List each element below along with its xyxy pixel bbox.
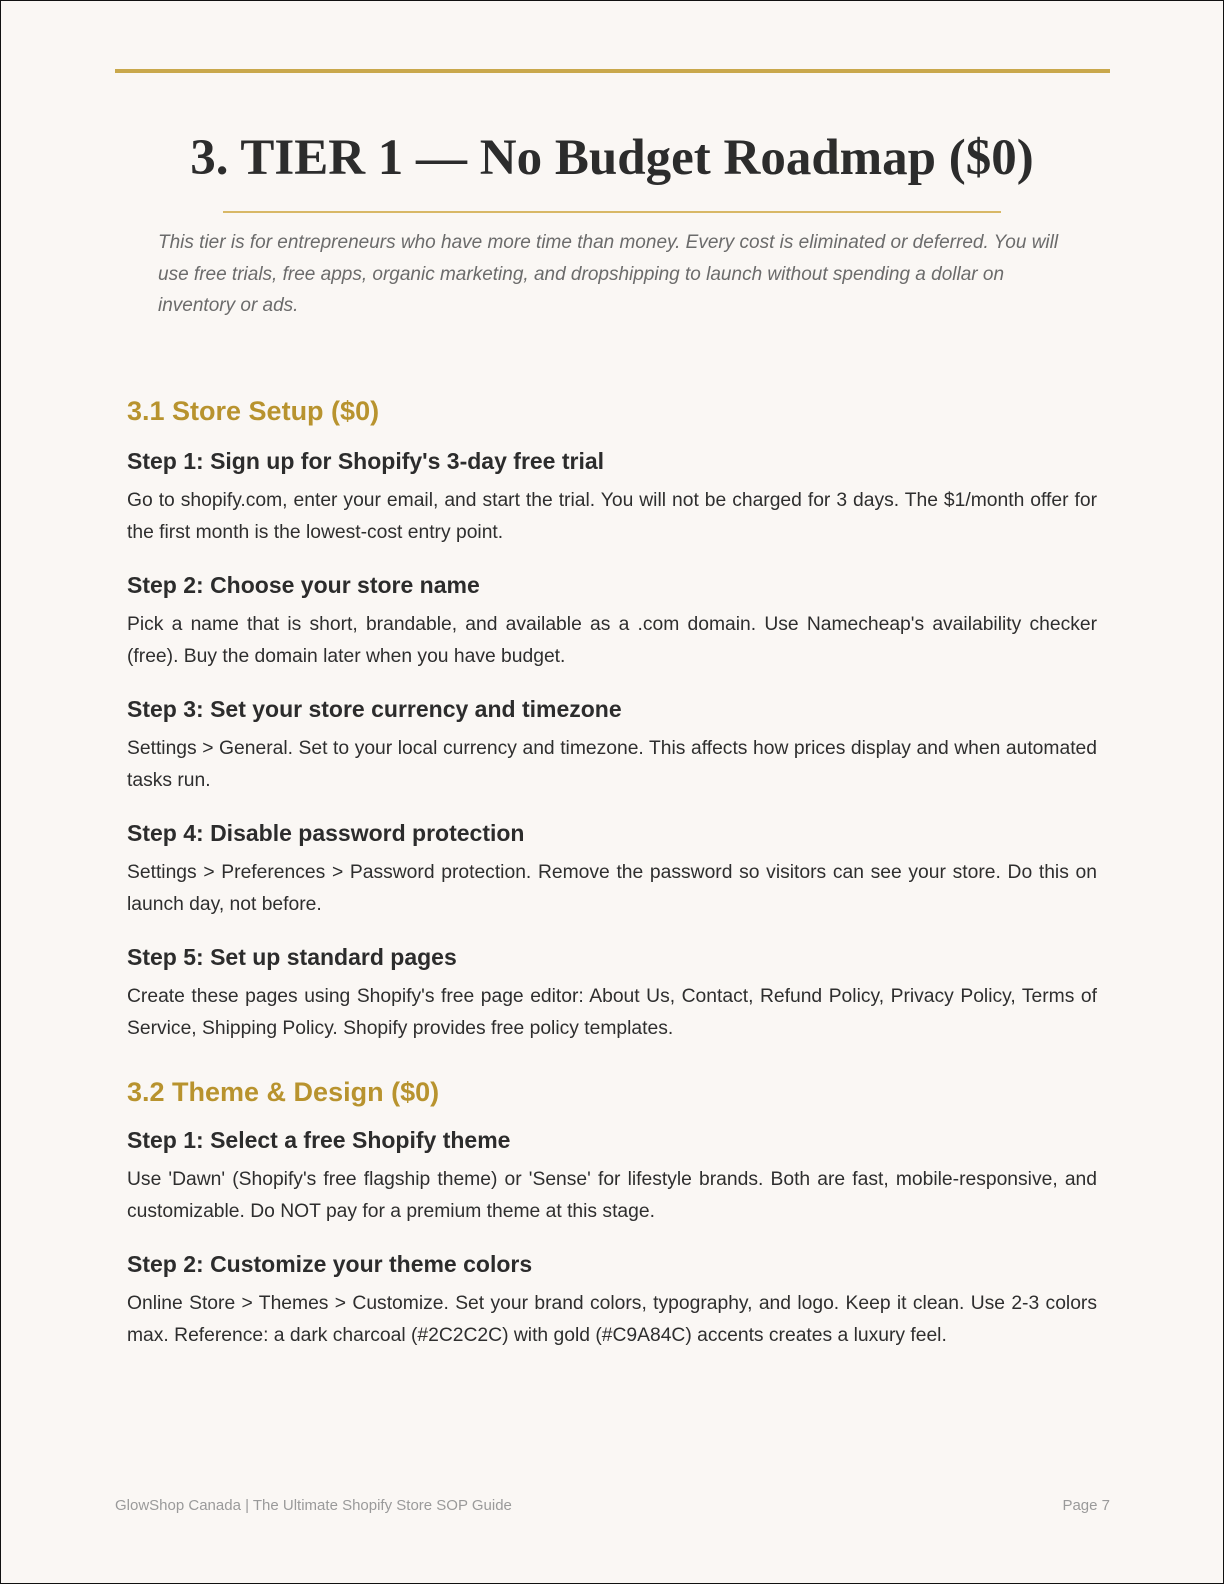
footer-document-title: GlowShop Canada | The Ultimate Shopify Store SOP Guide <box>115 1497 512 1514</box>
intro-paragraph: This tier is for entrepreneurs who have more time than money. Every cost is eliminated or deferred. You will use free trials, free apps, organic marketing, and dropshipping to launch without spending a dollar on inventory or ads. <box>158 232 1059 316</box>
title-divider <box>223 211 1001 213</box>
step-body: Settings > General. Set to your local currency and timezone. This affects how prices display and when automated tasks run. <box>127 738 1097 791</box>
step-title: Step 5: Set up standard pages <box>127 944 457 970</box>
step-item <box>127 446 1097 548</box>
top-divider <box>115 69 1110 73</box>
step-title: Step 1: Select a free Shopify theme <box>127 1127 511 1153</box>
step-title: Step 2: Customize your theme colors <box>127 1251 533 1277</box>
step-title: Step 1: Sign up for Shopify's 3-day free trial <box>127 448 605 474</box>
section-heading-theme-design: 3.2 Theme & Design ($0) <box>127 1077 440 1107</box>
step-title: Step 4: Disable password protection <box>127 820 525 846</box>
step-title: Step 3: Set your store currency and timezone <box>127 696 622 722</box>
step-body: Settings > Preferences > Password protection. Remove the password so visitors can see your store. Do this on launch day, not before. <box>127 862 1097 915</box>
main-content <box>127 392 1097 1373</box>
step-item <box>127 1125 1097 1227</box>
section-heading-store-setup: 3.1 Store Setup ($0) <box>127 396 380 426</box>
step-item <box>127 942 1097 1044</box>
step-body: Pick a name that is short, brandable, and available as a .com domain. Use Namecheap's availability checker (free). Buy the domain later when you have budget. <box>127 614 1097 667</box>
step-body: Online Store > Themes > Customize. Set your brand colors, typography, and logo. Keep it clean. Use 2-3 colors max. Reference: a dark charcoal (#2C2C2C) with gold (#C9A84C) accents creates a luxury feel. <box>127 1293 1097 1346</box>
step-item <box>127 818 1097 920</box>
step-item <box>127 1249 1097 1351</box>
step-item <box>127 694 1097 796</box>
step-item <box>127 570 1097 672</box>
step-body: Use 'Dawn' (Shopify's free flagship theme) or 'Sense' for lifestyle brands. Both are fast, mobile-responsive, and customizable. Do NOT pay for a premium theme at this stage. <box>127 1169 1097 1222</box>
step-body: Go to shopify.com, enter your email, and start the trial. You will not be charged for 3 days. The $1/month offer for the first month is the lowest-cost entry point. <box>127 490 1097 543</box>
page-title: 3. TIER 1 — No Budget Roadmap ($0) <box>190 130 1034 186</box>
footer-page-number: Page 7 <box>1062 1497 1110 1514</box>
step-body: Create these pages using Shopify's free page editor: About Us, Contact, Refund Policy, Privacy Policy, Terms of Service, Shipping Policy. Shopify provides free policy templates. <box>127 986 1097 1039</box>
step-title: Step 2: Choose your store name <box>127 572 480 598</box>
